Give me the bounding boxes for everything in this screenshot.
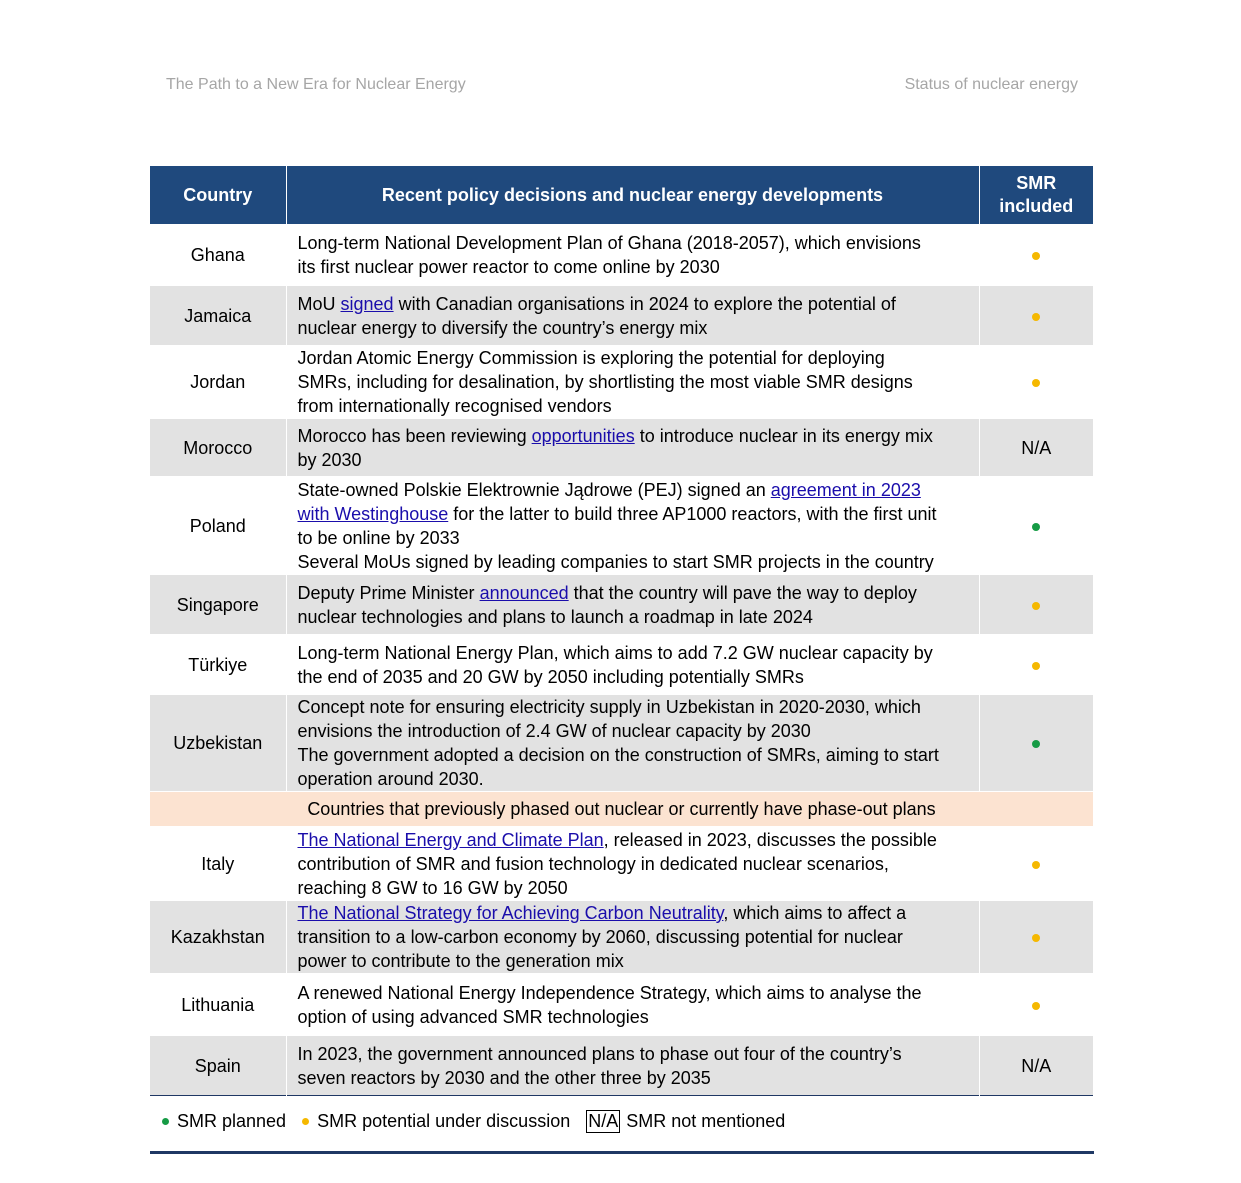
green-dot-icon (1032, 523, 1040, 531)
source-link[interactable]: The National Energy and Climate Plan (297, 829, 604, 850)
legend-label-potential: SMR potential under discussion (317, 1111, 571, 1131)
policy-table (150, 166, 1093, 1096)
column-header-country: Country (150, 166, 286, 225)
development-text: Deputy Prime Minister (297, 582, 480, 603)
table-row (150, 346, 1093, 419)
development-line (298, 1066, 971, 1090)
development-line (298, 641, 971, 665)
section-label: Countries that previously phased out nuclear or currently have phase-out plans (150, 792, 1093, 827)
development-text: Several MoUs signed by leading companies to start SMR projects in the country (297, 551, 934, 572)
country-cell: Ghana (150, 225, 286, 286)
development-text: Long-term National Energy Plan, which aims to add 7.2 GW nuclear capacity by (297, 642, 933, 663)
legend-item-potential (302, 1111, 570, 1132)
table-row (150, 1036, 1093, 1096)
smr-cell (979, 225, 1093, 286)
page-header-title: The Path to a New Era for Nuclear Energy (166, 76, 466, 93)
development-text: State-owned Polskie Elektrownie Jądrowe (PEJ) signed an (297, 479, 771, 500)
legend-label-planned: SMR planned (177, 1111, 287, 1131)
country-cell: Singapore (150, 575, 286, 635)
development-line (298, 550, 971, 574)
green-dot-icon (162, 1118, 169, 1125)
development-line (298, 743, 971, 767)
smr-cell (979, 827, 1093, 901)
country-cell: Jamaica (150, 286, 286, 346)
country-cell: Jordan (150, 346, 286, 419)
development-text: from internationally recognised vendors (297, 396, 612, 416)
smr-cell (979, 695, 1093, 792)
na-box-icon: N/A (588, 1111, 619, 1131)
development-line (298, 695, 971, 719)
development-text: SMRs, including for desalination, by shortlisting the most viable SMR designs (297, 372, 913, 392)
smr-cell (979, 477, 1093, 575)
yellow-dot-icon (1032, 379, 1040, 387)
source-link[interactable]: agreement in 2023 (770, 479, 921, 500)
section-row (150, 792, 1093, 827)
yellow-dot-icon (1032, 861, 1040, 869)
development-line (298, 502, 971, 526)
development-text: nuclear energy to diversify the country’s energy mix (297, 317, 708, 338)
development-line (298, 828, 971, 852)
legend-item-na (586, 1110, 785, 1133)
development-cell (286, 225, 979, 286)
development-line (298, 1005, 971, 1029)
smr-cell (979, 419, 1093, 477)
development-text: MoU (297, 293, 341, 314)
smr-na-text: N/A (1021, 1055, 1052, 1076)
country-cell: Kazakhstan (150, 901, 286, 974)
development-line (298, 370, 971, 394)
development-text: The government adopted a decision on the construction of SMRs, aiming to start (297, 745, 939, 765)
development-cell (286, 286, 979, 346)
development-text: option of using advanced SMR technologies (297, 1006, 649, 1027)
development-line (298, 1042, 971, 1066)
source-link[interactable]: The National Strategy for Achieving Carbon Neutrality (297, 903, 724, 923)
development-text: Long-term National Development Plan of Ghana (2018-2057), which envisions (297, 233, 921, 253)
development-cell (286, 477, 979, 575)
table-row (150, 827, 1093, 901)
development-line (298, 424, 971, 448)
legend-item-planned (162, 1111, 286, 1132)
development-text: envisions the introduction of 2.4 GW of nuclear capacity by 2030 (297, 721, 811, 741)
country-cell: Poland (150, 477, 286, 575)
development-cell (286, 575, 979, 635)
development-cell (286, 419, 979, 477)
smr-cell (979, 346, 1093, 419)
table-header-row (150, 166, 1093, 225)
legend-label-na: SMR not mentioned (626, 1111, 786, 1131)
yellow-dot-icon (1032, 313, 1040, 321)
table-row (150, 225, 1093, 286)
development-text: by 2030 (297, 449, 362, 470)
development-line (298, 346, 971, 370)
development-text: , released in 2023, discusses the possible (603, 829, 937, 850)
yellow-dot-icon (1032, 602, 1040, 610)
table-row (150, 974, 1093, 1036)
country-cell: Lithuania (150, 974, 286, 1036)
development-cell (286, 827, 979, 901)
smr-cell (979, 974, 1093, 1036)
source-link[interactable]: signed (340, 293, 394, 314)
development-text: its first nuclear power reactor to come online by 2030 (297, 257, 720, 277)
development-line (298, 876, 971, 900)
smr-cell (979, 286, 1093, 346)
development-text: contribution of SMR and fusion technology in dedicated nuclear scenarios, (297, 853, 889, 874)
development-line (298, 767, 971, 791)
development-line (298, 292, 971, 316)
table-row (150, 901, 1093, 974)
development-text: operation around 2030. (297, 769, 484, 789)
smr-na-text: N/A (1021, 437, 1052, 458)
column-header-developments: Recent policy decisions and nuclear energy developments (286, 166, 979, 225)
table-row (150, 286, 1093, 346)
yellow-dot-icon (1032, 252, 1040, 260)
green-dot-icon (1032, 740, 1040, 748)
development-text: for the latter to build three AP1000 reactors, with the first unit (448, 503, 937, 524)
development-text: Concept note for ensuring electricity supply in Uzbekistan in 2020-2030, which (297, 697, 921, 717)
development-line (298, 901, 971, 925)
development-line (298, 949, 971, 973)
development-text: , which aims to affect a (723, 903, 907, 923)
development-text: that the country will pave the way to deploy (568, 582, 917, 603)
yellow-dot-icon (302, 1118, 309, 1125)
development-text: the end of 2035 and 20 GW by 2050 including potentially SMRs (297, 666, 804, 687)
smr-cell (979, 635, 1093, 695)
development-line (298, 255, 971, 279)
table-row (150, 635, 1093, 695)
bottom-rule (150, 1151, 1094, 1154)
smr-cell (979, 575, 1093, 635)
page-header-section: Status of nuclear energy (904, 76, 1078, 93)
development-line (298, 581, 971, 605)
development-text: to be online by 2033 (297, 527, 460, 548)
legend (162, 1110, 801, 1133)
source-link[interactable]: announced (479, 582, 569, 603)
development-cell (286, 695, 979, 792)
development-cell (286, 346, 979, 419)
development-text: In 2023, the government announced plans to phase out four of the country’s (297, 1043, 902, 1064)
yellow-dot-icon (1032, 1002, 1040, 1010)
development-line (298, 605, 971, 629)
development-line (298, 665, 971, 689)
development-text: nuclear technologies and plans to launch a roadmap in late 2024 (297, 606, 813, 627)
development-text: reaching 8 GW to 16 GW by 2050 (297, 877, 568, 898)
smr-cell (979, 1036, 1093, 1096)
development-text: with Canadian organisations in 2024 to explore the potential of (393, 293, 896, 314)
development-line (298, 231, 971, 255)
development-text: to introduce nuclear in its energy mix (634, 425, 933, 446)
yellow-dot-icon (1032, 662, 1040, 670)
table-row (150, 419, 1093, 477)
development-text: power to contribute to the generation mix (297, 951, 624, 971)
source-link[interactable]: opportunities (531, 425, 635, 446)
table-row (150, 695, 1093, 792)
development-text: Morocco has been reviewing (297, 425, 532, 446)
development-cell (286, 1036, 979, 1096)
development-line (298, 394, 971, 418)
source-link[interactable]: with Westinghouse (297, 503, 449, 524)
development-line (298, 719, 971, 743)
development-line (298, 526, 971, 550)
country-cell: Uzbekistan (150, 695, 286, 792)
development-cell (286, 974, 979, 1036)
development-text: seven reactors by 2030 and the other three by 2035 (297, 1067, 711, 1088)
development-text: A renewed National Energy Independence Strategy, which aims to analyse the (297, 982, 922, 1003)
development-cell (286, 901, 979, 974)
country-cell: Spain (150, 1036, 286, 1096)
development-text: Jordan Atomic Energy Commission is exploring the potential for deploying (297, 348, 885, 368)
development-line (298, 448, 971, 472)
country-cell: Türkiye (150, 635, 286, 695)
development-line (298, 981, 971, 1005)
column-header-smr: SMR included (979, 166, 1093, 225)
development-line (298, 925, 971, 949)
development-text: transition to a low-carbon economy by 2060, discussing potential for nuclear (297, 927, 903, 947)
table-row (150, 575, 1093, 635)
yellow-dot-icon (1032, 934, 1040, 942)
development-line (298, 316, 971, 340)
development-line (298, 478, 971, 502)
development-line (298, 852, 971, 876)
development-cell (286, 635, 979, 695)
country-cell: Italy (150, 827, 286, 901)
smr-cell (979, 901, 1093, 974)
table-row (150, 477, 1093, 575)
country-cell: Morocco (150, 419, 286, 477)
